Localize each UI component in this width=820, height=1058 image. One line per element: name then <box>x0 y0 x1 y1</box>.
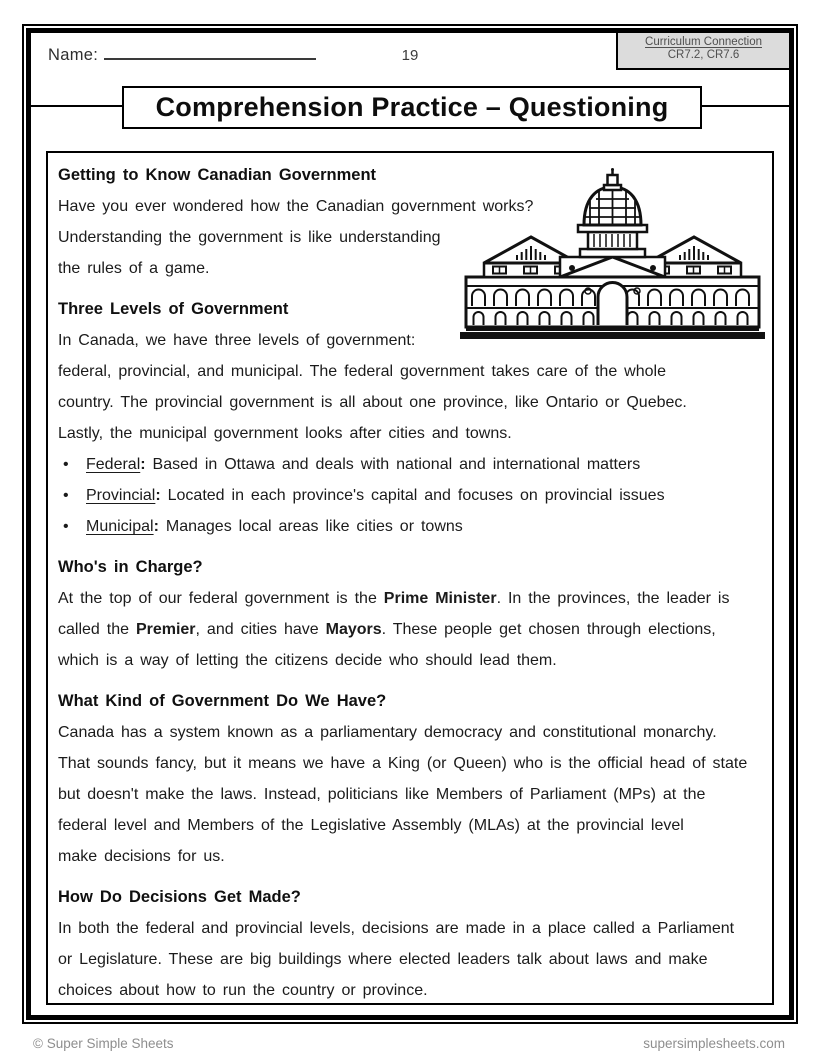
text-segment: federal, provincial, and municipal. The federal government takes care of the whole <box>58 363 666 380</box>
text-line <box>58 614 772 645</box>
section-heading: How Do Decisions Get Made? <box>58 888 301 906</box>
text-segment: federal level and Members of the Legislative Assembly (MLAs) at the provincial level <box>58 817 684 834</box>
text-line <box>58 944 772 975</box>
bullet-line <box>58 480 772 511</box>
text-segment: Federal <box>86 456 141 473</box>
text-segment: . These people get chosen through elections, <box>381 621 716 638</box>
passage-section <box>58 882 772 1006</box>
text-segment: Understanding the government is like understanding <box>58 229 441 246</box>
text-segment: : <box>155 487 161 504</box>
footer-copyright: © Super Simple Sheets <box>33 1036 174 1051</box>
text-segment: Provincial <box>86 487 156 504</box>
passage-section <box>58 552 772 676</box>
page-number: 19 <box>401 47 419 64</box>
text-segment: In both the federal and provincial levels, decisions are made in a place called a Parliament <box>58 920 735 937</box>
footer-website: supersimplesheets.com <box>643 1036 785 1051</box>
text-line <box>58 583 772 614</box>
text-line <box>58 779 772 810</box>
text-segment: the rules of a game. <box>58 260 210 277</box>
text-line <box>58 387 772 418</box>
text-segment: Located in each province's capital and focuses on provincial issues <box>160 487 665 504</box>
text-segment: Manages local areas like cities or towns <box>158 518 463 535</box>
text-line <box>58 913 772 944</box>
bullet-icon: • <box>63 518 69 535</box>
section-heading: Who's in Charge? <box>58 558 203 576</box>
text-segment: Premier <box>135 621 196 638</box>
curriculum-connection-codes: CR7.2, CR7.6 <box>667 49 740 61</box>
text-segment: Based in Ottawa and deals with national and international matters <box>145 456 641 473</box>
name-label: Name: <box>48 46 99 64</box>
bullet-line <box>58 511 772 542</box>
text-line <box>58 975 772 1006</box>
text-segment: Prime Minister <box>383 590 497 607</box>
text-segment: called the <box>58 621 136 638</box>
text-segment: : <box>153 518 159 535</box>
text-segment: At the top of our federal government is the <box>58 590 384 607</box>
text-segment: Lastly, the municipal government looks after cities and towns. <box>58 425 512 442</box>
text-line <box>58 645 772 676</box>
bullet-icon: • <box>63 487 69 504</box>
text-line <box>58 810 772 841</box>
text-segment: choices about how to run the country or province. <box>58 982 428 999</box>
text-line <box>58 418 772 449</box>
passage-section <box>58 686 772 872</box>
text-segment: which is a way of letting the citizens decide who should lead them. <box>58 652 557 669</box>
text-line <box>58 356 772 387</box>
bullet-icon: • <box>63 456 69 473</box>
text-segment: Have you ever wondered how the Canadian government works? <box>58 198 534 215</box>
text-segment: make decisions for us. <box>58 848 225 865</box>
bullet-line <box>58 449 772 480</box>
worksheet-title: Comprehension Practice – Questioning <box>122 86 702 129</box>
section-heading: Getting to Know Canadian Government <box>58 166 377 184</box>
reading-passage-box <box>46 151 774 1005</box>
text-segment: In Canada, we have three levels of government: <box>58 332 416 349</box>
text-segment: country. The provincial government is all about one province, like Ontario or Quebec. <box>58 394 687 411</box>
text-segment: : <box>140 456 146 473</box>
parliament-building-icon <box>460 167 765 339</box>
curriculum-connection-box <box>616 33 791 70</box>
text-segment: Mayors <box>325 621 382 638</box>
text-segment: Canada has a system known as a parliamentary democracy and constitutional monarchy. <box>58 724 717 741</box>
text-segment: Municipal <box>86 518 154 535</box>
text-line <box>58 717 772 748</box>
text-segment: or Legislature. These are big buildings where elected leaders talk about laws and make <box>58 951 708 968</box>
section-heading: Three Levels of Government <box>58 300 289 318</box>
text-segment: but doesn't make the laws. Instead, politicians like Members of Parliament (MPs) at the <box>58 786 706 803</box>
text-line <box>58 748 772 779</box>
text-segment: . In the provinces, the leader is <box>496 590 730 607</box>
text-line <box>58 841 772 872</box>
text-segment: That sounds fancy, but it means we have a King (or Queen) who is the official head of state <box>58 755 748 772</box>
curriculum-connection-title: Curriculum Connection <box>645 36 762 48</box>
text-segment: , and cities have <box>195 621 326 638</box>
section-heading: What Kind of Government Do We Have? <box>58 692 387 710</box>
